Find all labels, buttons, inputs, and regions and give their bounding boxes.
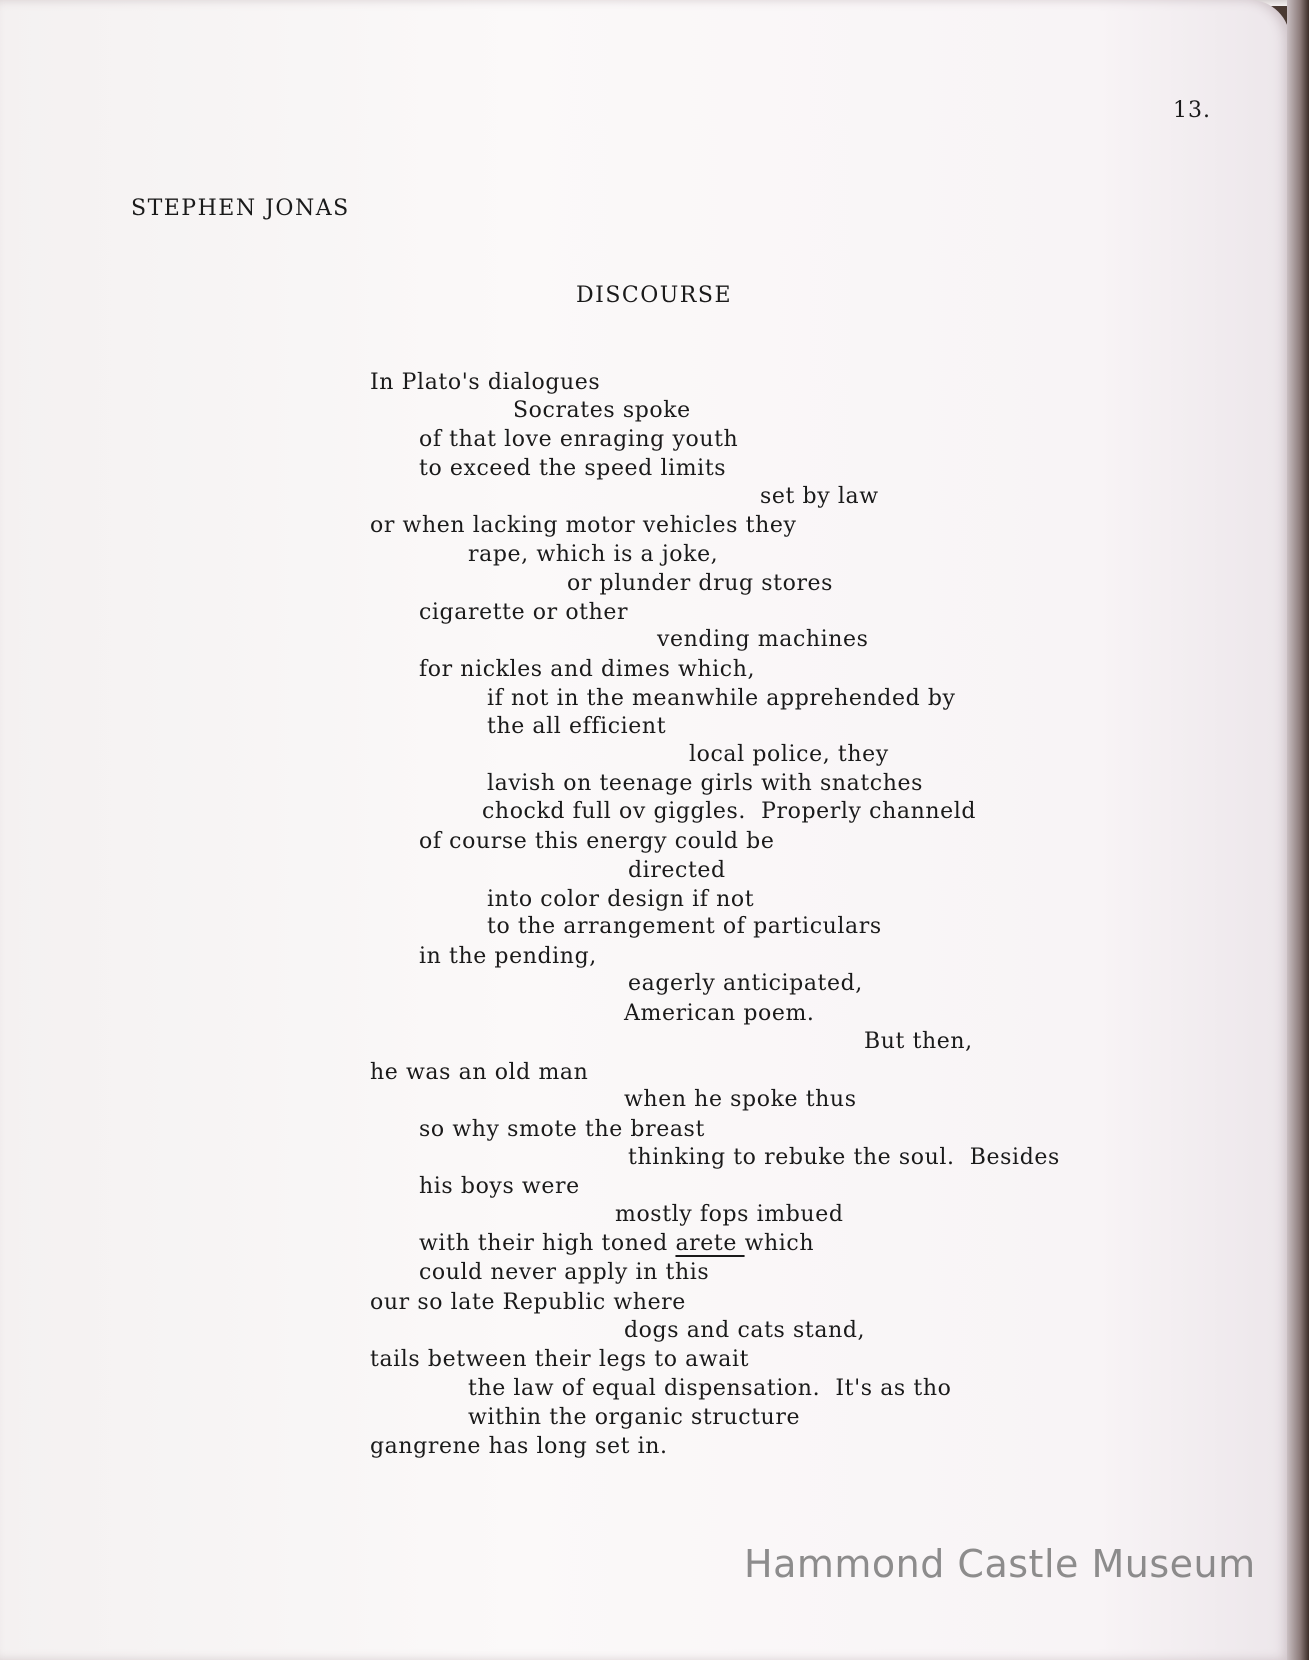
poem-line: to the arrangement of particulars [487,914,882,939]
poem-line: if not in the meanwhile apprehended by [487,686,956,711]
poem-line: or when lacking motor vehicles they [370,513,797,538]
poem-line: mostly fops imbued [615,1202,844,1227]
poem-line: or plunder drug stores [567,571,834,596]
poem-line: set by law [760,484,879,509]
poem-line: rape, which is a joke, [468,542,719,567]
page-number: 13. [1173,98,1211,123]
poem-line: our so late Republic where [370,1290,686,1315]
underlined-word-arete: arete [675,1231,745,1256]
poem-line: for nickles and dimes which, [419,657,756,682]
poem-line: in the pending, [419,944,597,969]
poem-line: tails between their legs to await [370,1347,750,1372]
poem-line: the law of equal dispensation. It's as tho [468,1376,952,1401]
poem-line: chockd full ov giggles. Properly channeld [482,799,977,824]
poem-line-with-underline [419,1231,814,1257]
poem-line: within the organic structure [468,1405,801,1430]
book-spine-edge [1287,0,1309,1660]
poem-line: lavish on teenage girls with snatches [487,771,923,796]
poem-line: local police, they [689,742,889,767]
poem-line: his boys were [419,1174,580,1199]
poem-line: to exceed the speed limits [419,456,727,481]
poem-line-segment: which [744,1231,815,1256]
poem-line: cigarette or other [419,600,629,625]
poem-line: dogs and cats stand, [624,1318,866,1343]
poem-title: DISCOURSE [576,283,733,308]
poem-line: into color design if not [487,887,755,912]
poem-line: the all efficient [487,714,667,739]
poem-line: so why smote the breast [419,1117,705,1142]
poem-line: American poem. [624,1001,815,1026]
poem-line: vending machines [657,627,869,652]
poem-line-segment: with their high toned [419,1231,676,1256]
museum-watermark: Hammond Castle Museum [744,1542,1256,1586]
poem-line: thinking to rebuke the soul. Besides [628,1145,1060,1170]
poem-line: Socrates spoke [513,398,691,423]
poem-line: of course this energy could be [419,829,775,854]
poem-line: of that love enraging youth [419,427,739,452]
poem-line: he was an old man [370,1060,589,1085]
poem-line: gangrene has long set in. [370,1434,668,1459]
poem-line: when he spoke thus [624,1087,857,1112]
poem-line: directed [628,858,726,883]
poem-line: could never apply in this [419,1260,710,1285]
poem-line: In Plato's dialogues [370,370,601,395]
poem-line: eagerly anticipated, [628,971,863,996]
author-name: STEPHEN JONAS [131,196,350,221]
poem-line: But then, [864,1029,973,1054]
